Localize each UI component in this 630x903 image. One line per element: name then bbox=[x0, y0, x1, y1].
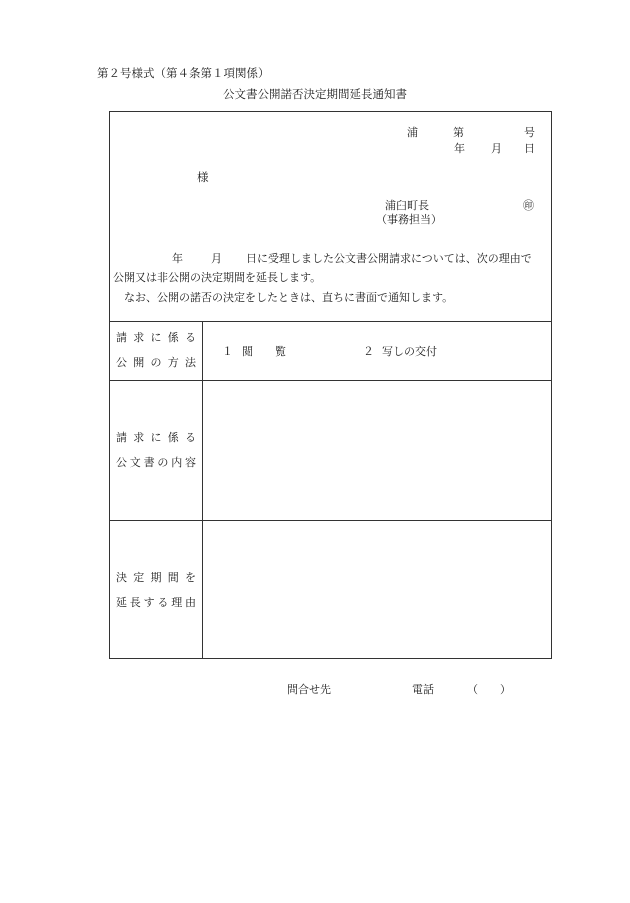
footer-contact: 問合せ先 bbox=[287, 683, 331, 696]
method-label-line2: 公開の方法 bbox=[116, 356, 196, 369]
issuer-seal: ㊞ bbox=[523, 199, 534, 212]
issuer-name: 浦臼町長 bbox=[385, 199, 429, 212]
label-column-divider bbox=[202, 321, 203, 659]
body-date-month: 月 bbox=[211, 252, 222, 265]
header-dai: 第 bbox=[453, 126, 464, 139]
body-line3: なお、公開の諾否の決定をしたときは、直ちに書面で通知します。 bbox=[124, 291, 454, 304]
header-gou: 号 bbox=[524, 126, 535, 139]
header-ura: 浦 bbox=[407, 126, 418, 139]
header-month: 月 bbox=[491, 142, 502, 155]
method-option2-label: 写しの交付 bbox=[382, 345, 437, 358]
form-number: 第２号様式（第４条第１項関係） bbox=[97, 66, 270, 80]
header-day: 日 bbox=[524, 142, 535, 155]
method-option1-label: 閲 覧 bbox=[242, 345, 286, 358]
footer-phone-parens: （ ） bbox=[467, 683, 511, 696]
reason-entry-area[interactable] bbox=[204, 522, 550, 658]
content-label-line1: 請求に係る bbox=[116, 431, 196, 444]
method-label-line1: 請求に係る bbox=[116, 331, 196, 344]
footer-phone-label: 電話 bbox=[412, 683, 434, 696]
reason-label-line1: 決定期間を bbox=[116, 571, 196, 584]
divider-notice-method bbox=[109, 321, 552, 322]
divider-content-reason bbox=[109, 520, 552, 521]
body-line2: 公開又は非公開の決定期間を延長します。 bbox=[113, 271, 322, 284]
document-title: 公文書公開諾否決定期間延長通知書 bbox=[223, 87, 407, 101]
addressee-honorific: 様 bbox=[197, 170, 209, 184]
header-year: 年 bbox=[454, 142, 465, 155]
issuer-office: （事務担当） bbox=[376, 213, 442, 226]
body-line1: 日に受理しました公文書公開請求については、次の理由で bbox=[246, 252, 532, 265]
content-label-line2: 公文書の内容 bbox=[116, 456, 196, 469]
divider-method-content bbox=[109, 380, 552, 381]
method-option2-number: ２ bbox=[363, 345, 374, 358]
body-date-year: 年 bbox=[172, 252, 183, 265]
reason-label-line2: 延長する理由 bbox=[116, 596, 196, 609]
method-option1-number: １ bbox=[222, 345, 233, 358]
content-entry-area[interactable] bbox=[204, 382, 550, 518]
